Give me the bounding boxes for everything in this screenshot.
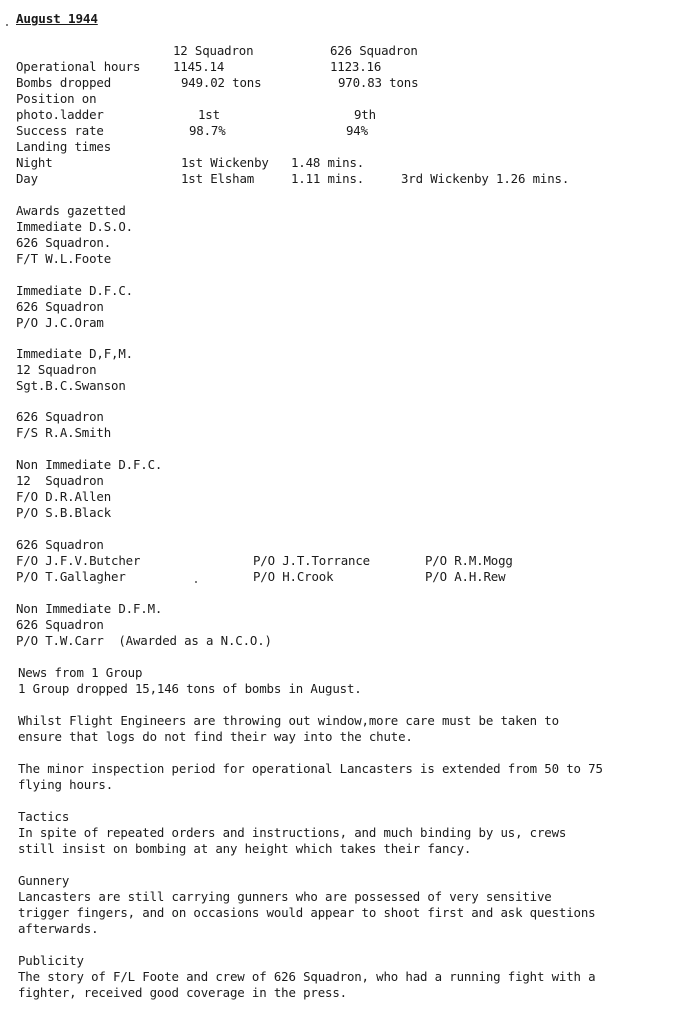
award-line: 626 Squadron [16, 299, 104, 314]
paragraph-line: The minor inspection period for operational Lancasters is extended from 50 to 75 [18, 761, 603, 776]
award-line: P/O T.W.Carr (Awarded as a N.C.O.) [16, 633, 272, 648]
award-line: F/T W.L.Foote [16, 251, 112, 266]
col-header-12-squadron: 12 Squadron [173, 43, 254, 58]
paragraph-line: The story of F/L Foote and crew of 626 Squadron, who had a running fight with a [18, 969, 596, 984]
award-line: Immediate D.S.O. [16, 219, 133, 234]
paragraph-line: still insist on bombing at any height which takes their fancy. [18, 841, 472, 856]
award-line: Immediate D,F,M. [16, 346, 133, 361]
paragraph-line: In spite of repeated orders and instructions, and much binding by us, crews [18, 825, 567, 840]
section-heading: News from 1 Group [18, 665, 143, 680]
award-name: P/O H.Crook [253, 569, 334, 584]
awards-heading: Awards gazetted [16, 203, 126, 218]
award-line: 12 Squadron [16, 362, 97, 377]
award-line: 626 Squadron [16, 617, 104, 632]
stat-value-12: 98.7% [189, 123, 226, 138]
landing-extra: 3rd Wickenby 1.26 mins. [401, 171, 570, 186]
award-line: Non Immediate D.F.C. [16, 457, 163, 472]
stat-value-626: 970.83 tons [338, 75, 419, 90]
paragraph-line: fighter, received good coverage in the press. [18, 985, 347, 1000]
award-line: 12 Squadron [16, 473, 104, 488]
award-line: 626 Squadron [16, 537, 104, 552]
stat-label: Success rate [16, 123, 104, 138]
award-line: Non Immediate D.F.M. [16, 601, 163, 616]
award-line: F/O D.R.Allen [16, 489, 112, 504]
paragraph-line: Lancasters are still carrying gunners who are possessed of very sensitive [18, 889, 552, 904]
award-line: Sgt.B.C.Swanson [16, 378, 126, 393]
stat-value-12: 949.02 tons [181, 75, 262, 90]
paragraph-line: trigger fingers, and on occasions would appear to shoot first and ask questions [18, 905, 596, 920]
margin-mark [6, 24, 8, 26]
page-title: August 1944 [16, 11, 98, 26]
stat-value-12: 1145.14 [173, 59, 225, 74]
landing-place: 1st Elsham [181, 171, 255, 186]
stat-value-626: 1123.16 [330, 59, 382, 74]
stat-label: Bombs dropped [16, 75, 112, 90]
award-name: P/O R.M.Mogg [425, 553, 513, 568]
section-heading: Publicity [18, 953, 84, 968]
stray-mark [195, 581, 197, 583]
award-line: 626 Squadron [16, 409, 104, 424]
stat-label: Position on [16, 91, 97, 106]
stat-value-626: 94% [346, 123, 368, 138]
award-line: F/S R.A.Smith [16, 425, 112, 440]
award-line: 626 Squadron. [16, 235, 112, 250]
stat-value-626: 9th [354, 107, 376, 122]
stat-label: photo.ladder [16, 107, 104, 122]
landing-time: 1.48 mins. [291, 155, 365, 170]
landing-time: 1.11 mins. [291, 171, 365, 186]
stat-label: Landing times [16, 139, 112, 154]
stat-label: Day [16, 171, 38, 186]
award-line: P/O J.C.Oram [16, 315, 104, 330]
award-name: P/O J.T.Torrance [253, 553, 370, 568]
award-line: Immediate D.F.C. [16, 283, 133, 298]
stat-label: Night [16, 155, 53, 170]
stat-value-12: 1st [198, 107, 220, 122]
award-line: P/O S.B.Black [16, 505, 112, 520]
paragraph-line: afterwards. [18, 921, 99, 936]
award-name: F/O J.F.V.Butcher [16, 553, 141, 568]
landing-place: 1st Wickenby [181, 155, 269, 170]
paragraph-line: ensure that logs do not find their way into the chute. [18, 729, 413, 744]
paragraph-line: Whilst Flight Engineers are throwing out window,more care must be taken to [18, 713, 559, 728]
award-name: P/O T.Gallagher [16, 569, 126, 584]
award-name: P/O A.H.Rew [425, 569, 506, 584]
section-heading: Tactics [18, 809, 70, 824]
section-heading: Gunnery [18, 873, 70, 888]
paragraph-line: 1 Group dropped 15,146 tons of bombs in August. [18, 681, 362, 696]
paragraph-line: flying hours. [18, 777, 114, 792]
col-header-626-squadron: 626 Squadron [330, 43, 418, 58]
stat-label: Operational hours [16, 59, 141, 74]
